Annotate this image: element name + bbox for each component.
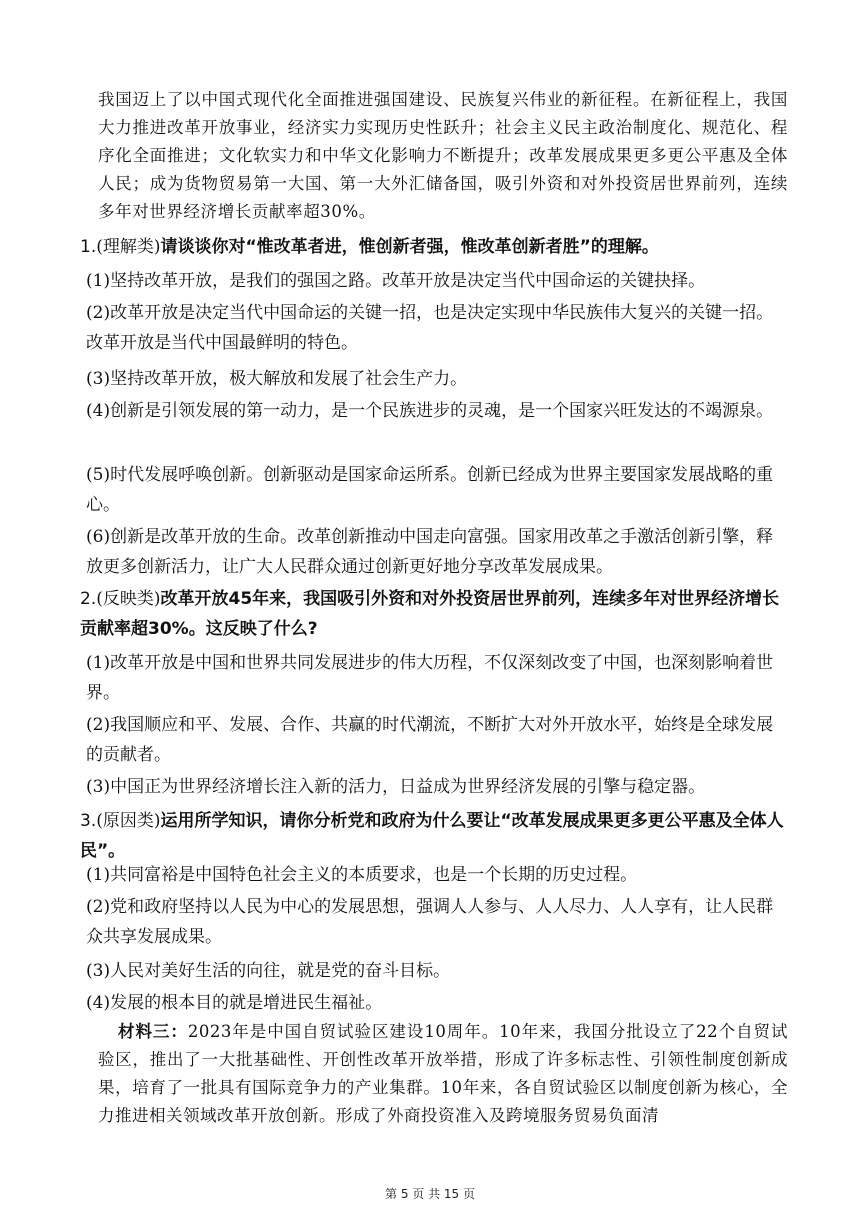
answer-item: (3)中国正为世界经济增长注入新的活力，日益成为世界经济发展的引擎与稳定器。 <box>86 777 706 797</box>
question-number: 2. <box>80 589 97 609</box>
question-type: (原因类) <box>96 811 161 831</box>
answer-item: (5)时代发展呼唤创新。创新驱动是国家命运所系。创新已经成为世界主要国家发展战略的重心。 <box>86 465 774 515</box>
question-number: 1. <box>80 237 97 257</box>
question-type: (反映类) <box>96 589 161 609</box>
question-text: 运用所学知识，请你分析党和政府为什么要让“改革发展成果更多更公平惠及全体人民”。 <box>80 811 784 861</box>
question-text: 改革开放45年来，我国吸引外资和对外投资居世界前列，连续多年对世界经济增长贡献率超30%。这反映了什么? <box>80 589 780 639</box>
material-label: 材料三： <box>118 1022 188 1041</box>
answer-item: (3)坚持改革开放，极大解放和发展了社会生产力。 <box>86 369 468 389</box>
question-3-heading <box>80 806 792 866</box>
question-text: 请谈谈你对“惟改革者进，惟创新者强，惟改革创新者胜”的理解。 <box>160 237 659 257</box>
intro-paragraph: 我国迈上了以中国式现代化全面推进强国建设、民族复兴伟业的新征程。在新征程上，我国大力推进改革开放事业，经济实力实现历史性跃升；社会主义民主政治制度化、规范化、程序化全面推进；文化软实力和中华文化影响力不断提升；改革发展成果更多更公平惠及全体人民；成为货物贸易第一大国、第一大外汇储备国，吸引外资和对外投资居世界前列，连续多年对世界经济增长贡献率超30%。 <box>98 90 788 221</box>
question-type: (理解类) <box>96 237 161 257</box>
page-footer: 第 5 页 共 15 页 <box>385 1187 475 1201</box>
answer-item: (2)改革开放是决定当代中国命运的关键一招，也是决定实现中华民族伟大复兴的关键一招。改革开放是当代中国最鲜明的特色。 <box>86 303 774 353</box>
answer-item: (2)我国顺应和平、发展、合作、共赢的时代潮流，不断扩大对外开放水平，始终是全球发展的贡献者。 <box>86 715 774 765</box>
question-1-heading <box>80 232 792 262</box>
material-text: 2023年是中国自贸试验区建设10周年。10年来，我国分批设立了22个自贸试验区，推出了一大批基础性、开创性改革开放举措，形成了许多标志性、引领性制度创新成果，培育了一批具有国际竞争力的产业集群。10年来，各自贸试验区以制度创新为核心，全力推进相关领域改革开放创新。形成了外商投资准入及跨境服务贸易负面清 <box>98 1022 789 1125</box>
answer-item: (1)改革开放是中国和世界共同发展进步的伟大历程，不仅深刻改变了中国，也深刻影响着世界。 <box>86 653 774 703</box>
answer-item: (6)创新是改革开放的生命。改革创新推动中国走向富强。国家用改革之手激活创新引擎，释放更多创新活力，让广大人民群众通过创新更好地分享改革发展成果。 <box>86 527 774 577</box>
answer-item: (3)人民对美好生活的向往，就是党的奋斗目标。 <box>86 961 451 981</box>
answer-item: (1)共同富裕是中国特色社会主义的本质要求，也是一个长期的历史过程。 <box>86 865 638 885</box>
answer-item: (4)创新是引领发展的第一动力，是一个民族进步的灵魂，是一个国家兴旺发达的不竭源泉。 <box>86 401 774 421</box>
question-2-heading <box>80 584 792 644</box>
question-number: 3. <box>80 811 97 831</box>
answer-item: (4)发展的根本目的就是增进民生福祉。 <box>86 993 383 1013</box>
answer-item: (2)党和政府坚持以人民为中心的发展思想，强调人人参与、人人尽力、人人享有，让人民群众共享发展成果。 <box>86 897 774 947</box>
answer-item: (1)坚持改革开放，是我们的强国之路。改革开放是决定当代中国命运的关键抉择。 <box>86 271 706 291</box>
material-three-paragraph <box>98 1018 788 1130</box>
